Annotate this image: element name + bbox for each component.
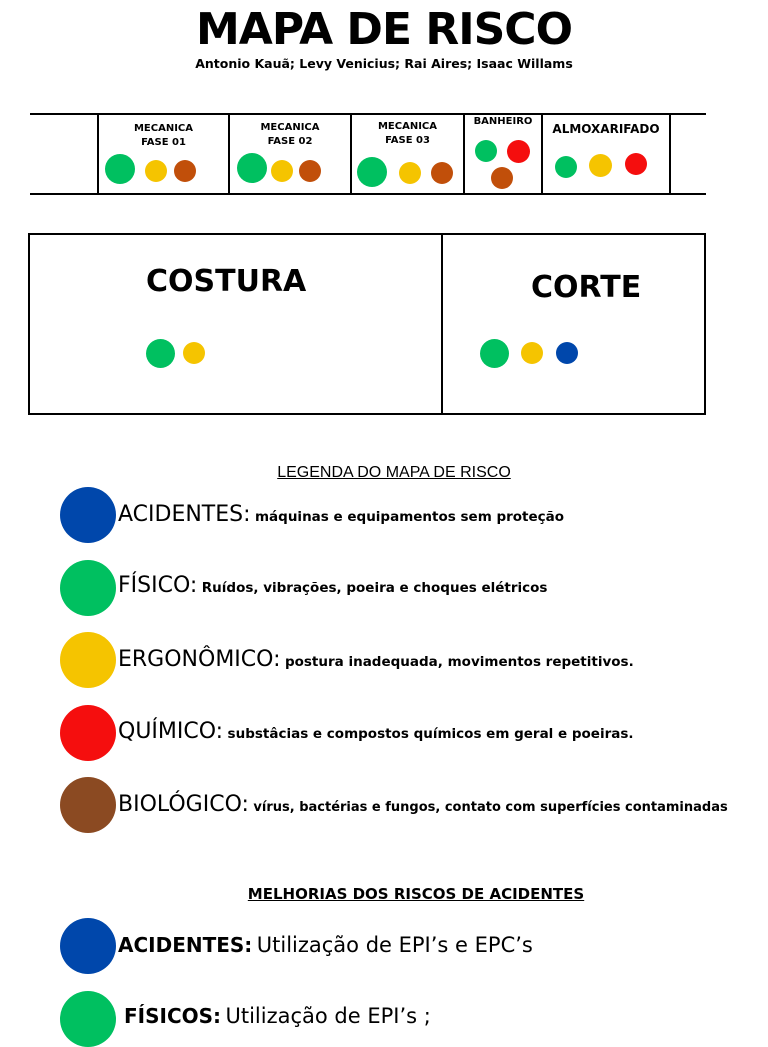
improvement-label: ACIDENTES: <box>118 933 253 957</box>
rooms-box <box>28 233 706 415</box>
rooms-divider <box>441 235 443 413</box>
authors-line: Antonio Kauã; Levy Venicius; Rai Aires; Isaac Willams <box>195 56 573 71</box>
risk-dot-red <box>507 140 530 163</box>
room-costura-title: COSTURA <box>146 264 307 299</box>
risk-dot-green <box>146 339 175 368</box>
legend-item-acidentes <box>118 502 564 527</box>
sector-mecanica-fase01-label <box>99 122 228 150</box>
legend-item-fisico <box>118 573 547 598</box>
legend-description: vírus, bactérias e fungos, contato com superfícies contaminadas <box>253 800 728 815</box>
improvement-green-circle <box>60 991 116 1047</box>
legend-title: LEGENDA DO MAPA DE RISCO <box>277 464 511 481</box>
risk-dot-red <box>625 153 647 175</box>
legend-item-quimico <box>118 719 634 744</box>
sector-name: BANHEIRO <box>473 116 533 127</box>
sector-name: ALMOXARIFADO <box>552 122 660 136</box>
improvement-blue-circle <box>60 918 116 974</box>
legend-category: ERGONÔMICO: <box>118 647 281 672</box>
risk-dot-green <box>237 153 267 183</box>
risk-dot-yellow <box>145 160 167 182</box>
improvement-text: Utilização de EPI’s ; <box>225 1004 431 1028</box>
legend-green-circle <box>60 560 116 616</box>
sector-name: MECANICA <box>377 121 438 132</box>
sector-phase: FASE 02 <box>267 136 313 147</box>
risk-dot-brown <box>431 162 453 184</box>
sector-name: MECANICA <box>133 123 194 134</box>
sector-banheiro-label <box>465 115 541 129</box>
legend-category: BIOLÓGICO: <box>118 792 249 817</box>
risk-dot-green <box>480 339 509 368</box>
risk-dot-yellow <box>589 154 612 177</box>
improvement-label: FÍSICOS: <box>124 1004 222 1028</box>
legend-brown-circle <box>60 777 116 833</box>
risk-dot-green <box>475 140 497 162</box>
strip-divider <box>669 114 671 194</box>
improvement-item-fisicos <box>124 1004 431 1028</box>
risk-dot-brown <box>174 160 196 182</box>
legend-red-circle <box>60 705 116 761</box>
sector-phase: FASE 01 <box>141 137 186 148</box>
risk-dot-green <box>555 156 577 178</box>
sector-mecanica-fase02-label <box>230 121 350 149</box>
legend-category: ACIDENTES: <box>118 502 251 527</box>
improvement-item-acidentes <box>118 933 533 957</box>
risk-dot-yellow <box>521 342 543 364</box>
risk-dot-green <box>105 154 135 184</box>
sector-name: MECANICA <box>260 122 320 133</box>
room-corte-title: CORTE <box>531 270 642 305</box>
legend-description: Ruídos, vibrações, poeira e choques elétricos <box>201 580 548 596</box>
legend-description: máquinas e equipamentos sem proteção <box>254 509 565 525</box>
risk-dot-green <box>357 157 387 187</box>
legend-yellow-circle <box>60 632 116 688</box>
legend-item-ergonomico <box>118 647 634 672</box>
sector-phase: FASE 03 <box>385 135 430 146</box>
legend-item-biologico <box>118 792 728 817</box>
risk-dot-yellow <box>183 342 205 364</box>
legend-blue-circle <box>60 487 116 543</box>
risk-dot-yellow <box>271 160 293 182</box>
legend-description: substâcias e compostos químicos em geral e poeiras. <box>227 726 634 742</box>
sector-almoxarifado-label <box>543 122 669 136</box>
improvement-text: Utilização de EPI’s e EPC’s <box>256 933 533 957</box>
strip-top-line <box>30 113 706 115</box>
improvements-title: MELHORIAS DOS RISCOS DE ACIDENTES <box>247 885 585 903</box>
risk-dot-yellow <box>399 162 421 184</box>
legend-description: postura inadequada, movimentos repetitivos. <box>284 654 634 670</box>
risk-dot-brown <box>491 167 513 189</box>
sector-mecanica-fase03-label <box>352 120 463 148</box>
legend-category: FÍSICO: <box>118 573 198 598</box>
risk-dot-blue <box>556 342 578 364</box>
risk-dot-brown <box>299 160 321 182</box>
legend-category: QUÍMICO: <box>118 719 224 744</box>
page-title: MAPA DE RISCO <box>196 4 572 55</box>
strip-bottom-line <box>30 193 706 195</box>
